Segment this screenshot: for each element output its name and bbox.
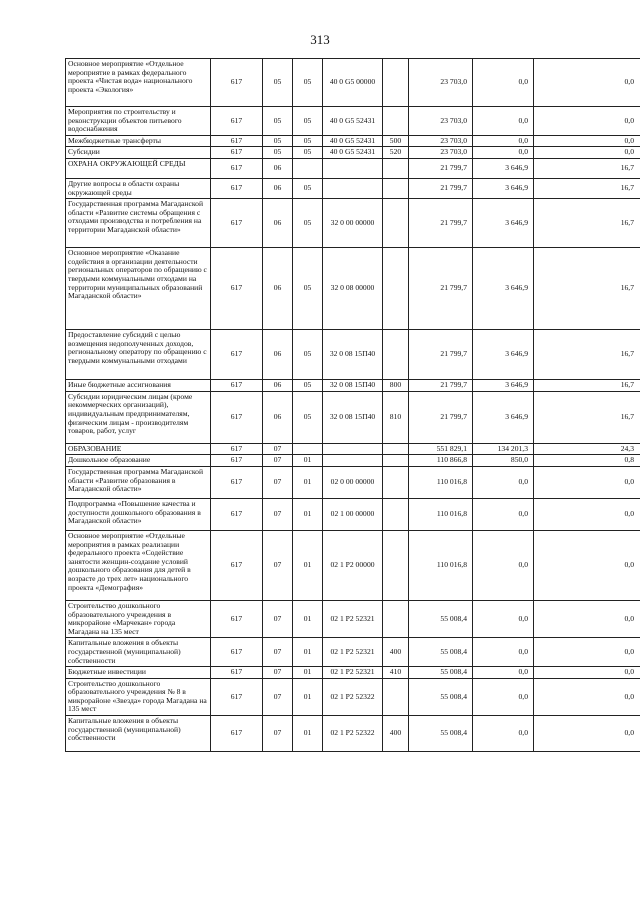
planned-amount: 21 799,7	[409, 178, 473, 198]
planned-amount: 23 703,0	[409, 147, 473, 159]
executed-amount: 3 646,9	[473, 330, 534, 380]
executed-amount: 0,0	[473, 466, 534, 498]
subsection-code: 05	[293, 147, 323, 159]
admin-code: 617	[211, 199, 263, 248]
row-name: Субсидии юридическим лицам (кроме некоммерческих организаций), индивидуальным предпринимателям, физическим лицам - производителям товаров, работ, услуг	[66, 391, 211, 443]
row-name: Государственная программа Магаданской области «Развитие системы обращения с отходами производства и потребления на территории Магаданской области»	[66, 199, 211, 248]
table-row	[66, 443, 640, 455]
subsection-code: 05	[293, 59, 323, 107]
target-article-code: 40 0 G5 00000	[323, 59, 383, 107]
target-article-code: 02 1 00 00000	[323, 498, 383, 530]
row-name: Дошкольное образование	[66, 455, 211, 467]
admin-code: 617	[211, 380, 263, 392]
target-article-code: 02 1 P2 52321	[323, 600, 383, 637]
expense-type-code	[383, 678, 409, 715]
expense-type-code	[383, 530, 409, 600]
admin-code: 617	[211, 330, 263, 380]
execution-percent: 0,0	[534, 498, 640, 530]
target-article-code: 02 1 P2 52321	[323, 667, 383, 679]
expense-type-code: 410	[383, 667, 409, 679]
execution-percent: 16,7	[534, 178, 640, 198]
execution-percent: 16,7	[534, 330, 640, 380]
admin-code: 617	[211, 498, 263, 530]
section-code: 07	[263, 466, 293, 498]
section-code: 07	[263, 443, 293, 455]
planned-amount: 23 703,0	[409, 135, 473, 147]
execution-percent: 16,7	[534, 391, 640, 443]
section-code: 07	[263, 600, 293, 637]
row-name: Мероприятия по строительству и реконструкции объектов питьевого водоснабжения	[66, 107, 211, 136]
planned-amount: 23 703,0	[409, 107, 473, 136]
planned-amount: 21 799,7	[409, 330, 473, 380]
subsection-code	[293, 158, 323, 178]
execution-percent: 0,0	[534, 600, 640, 637]
target-article-code: 32 0 08 00000	[323, 248, 383, 330]
execution-percent: 0,8	[534, 455, 640, 467]
execution-percent: 16,7	[534, 380, 640, 392]
section-code: 06	[263, 199, 293, 248]
planned-amount: 21 799,7	[409, 199, 473, 248]
table-row	[66, 667, 640, 679]
planned-amount: 21 799,7	[409, 248, 473, 330]
planned-amount: 55 008,4	[409, 600, 473, 637]
expense-type-code: 500	[383, 135, 409, 147]
executed-amount: 0,0	[473, 147, 534, 159]
executed-amount: 0,0	[473, 498, 534, 530]
target-article-code: 02 0 00 00000	[323, 466, 383, 498]
executed-amount: 3 646,9	[473, 248, 534, 330]
execution-percent: 0,0	[534, 135, 640, 147]
executed-amount: 0,0	[473, 667, 534, 679]
expense-type-code: 400	[383, 638, 409, 667]
section-code: 06	[263, 391, 293, 443]
target-article-code: 40 0 G5 52431	[323, 147, 383, 159]
section-code: 06	[263, 380, 293, 392]
subsection-code: 05	[293, 391, 323, 443]
target-article-code: 32 0 08 15П40	[323, 391, 383, 443]
execution-percent: 0,0	[534, 107, 640, 136]
admin-code: 617	[211, 443, 263, 455]
target-article-code	[323, 178, 383, 198]
target-article-code: 02 1 P2 52322	[323, 716, 383, 752]
subsection-code: 01	[293, 667, 323, 679]
row-name: Строительство дошкольного образовательного учреждения № 8 в микрорайоне «Звезда» города Магадана на 135 мест	[66, 678, 211, 715]
section-code: 06	[263, 178, 293, 198]
expense-type-code: 520	[383, 147, 409, 159]
planned-amount: 21 799,7	[409, 380, 473, 392]
executed-amount: 3 646,9	[473, 178, 534, 198]
executed-amount: 0,0	[473, 530, 534, 600]
planned-amount: 55 008,4	[409, 638, 473, 667]
table-row	[66, 248, 640, 330]
execution-percent: 0,0	[534, 678, 640, 715]
execution-percent: 0,0	[534, 638, 640, 667]
target-article-code: 02 1 P2 52321	[323, 638, 383, 667]
subsection-code	[293, 443, 323, 455]
table-row	[66, 455, 640, 467]
section-code: 07	[263, 638, 293, 667]
row-name: Другие вопросы в области охраны окружающей среды	[66, 178, 211, 198]
executed-amount: 134 201,3	[473, 443, 534, 455]
target-article-code: 32 0 08 15П40	[323, 380, 383, 392]
section-code: 06	[263, 158, 293, 178]
admin-code: 617	[211, 716, 263, 752]
table-row	[66, 380, 640, 392]
subsection-code: 05	[293, 330, 323, 380]
section-code: 05	[263, 147, 293, 159]
planned-amount: 110 866,8	[409, 455, 473, 467]
section-code: 07	[263, 455, 293, 467]
row-name: Основное мероприятие «Оказание содействия в организации деятельности региональных операторов по обращению с твердыми коммунальными отходами на территории муниципальных образований Магаданской области»	[66, 248, 211, 330]
subsection-code: 01	[293, 638, 323, 667]
target-article-code	[323, 455, 383, 467]
table-row	[66, 107, 640, 136]
admin-code: 617	[211, 455, 263, 467]
expense-type-code	[383, 248, 409, 330]
table-row	[66, 158, 640, 178]
row-name: Строительство дошкольного образовательного учреждения в микрорайоне «Марчекан» города Магадана на 135 мест	[66, 600, 211, 637]
admin-code: 617	[211, 391, 263, 443]
row-name: Капитальные вложения в объекты государственной (муниципальной) собственности	[66, 638, 211, 667]
section-code: 07	[263, 716, 293, 752]
row-name: Основное мероприятие «Отдельное мероприятие в рамках федерального проекта «Чистая вода» национального проекта «Экология»	[66, 59, 211, 107]
admin-code: 617	[211, 248, 263, 330]
execution-percent: 0,0	[534, 716, 640, 752]
subsection-code: 01	[293, 498, 323, 530]
executed-amount: 3 646,9	[473, 391, 534, 443]
subsection-code: 05	[293, 248, 323, 330]
row-name: Капитальные вложения в объекты государственной (муниципальной) собственности	[66, 716, 211, 752]
executed-amount: 0,0	[473, 678, 534, 715]
admin-code: 617	[211, 107, 263, 136]
expense-type-code: 800	[383, 380, 409, 392]
executed-amount: 850,0	[473, 455, 534, 467]
expense-type-code	[383, 178, 409, 198]
executed-amount: 3 646,9	[473, 158, 534, 178]
admin-code: 617	[211, 135, 263, 147]
table-row	[66, 147, 640, 159]
executed-amount: 3 646,9	[473, 380, 534, 392]
table-row	[66, 59, 640, 107]
expense-type-code	[383, 443, 409, 455]
expense-type-code	[383, 600, 409, 637]
section-code: 05	[263, 59, 293, 107]
admin-code: 617	[211, 530, 263, 600]
expense-type-code	[383, 199, 409, 248]
admin-code: 617	[211, 178, 263, 198]
expense-type-code	[383, 330, 409, 380]
table-row	[66, 391, 640, 443]
expense-type-code	[383, 466, 409, 498]
expense-type-code	[383, 498, 409, 530]
subsection-code: 01	[293, 530, 323, 600]
expense-type-code	[383, 158, 409, 178]
execution-percent: 0,0	[534, 667, 640, 679]
section-code: 05	[263, 107, 293, 136]
subsection-code: 05	[293, 135, 323, 147]
execution-percent: 0,0	[534, 466, 640, 498]
table-row	[66, 330, 640, 380]
budget-table	[65, 58, 640, 752]
admin-code: 617	[211, 638, 263, 667]
expense-type-code: 810	[383, 391, 409, 443]
execution-percent: 16,7	[534, 158, 640, 178]
admin-code: 617	[211, 600, 263, 637]
expense-type-code	[383, 107, 409, 136]
table-row	[66, 530, 640, 600]
row-name: Иные бюджетные ассигнования	[66, 380, 211, 392]
section-code: 07	[263, 498, 293, 530]
section-code: 06	[263, 248, 293, 330]
admin-code: 617	[211, 147, 263, 159]
target-article-code: 32 0 08 15П40	[323, 330, 383, 380]
execution-percent: 24,3	[534, 443, 640, 455]
section-code: 06	[263, 330, 293, 380]
executed-amount: 0,0	[473, 638, 534, 667]
subsection-code: 05	[293, 107, 323, 136]
section-code: 07	[263, 530, 293, 600]
target-article-code	[323, 443, 383, 455]
table-row	[66, 178, 640, 198]
row-name: Бюджетные инвестиции	[66, 667, 211, 679]
execution-percent: 0,0	[534, 59, 640, 107]
planned-amount: 21 799,7	[409, 158, 473, 178]
executed-amount: 3 646,9	[473, 199, 534, 248]
planned-amount: 23 703,0	[409, 59, 473, 107]
target-article-code: 40 0 G5 52431	[323, 135, 383, 147]
target-article-code: 02 1 P2 00000	[323, 530, 383, 600]
executed-amount: 0,0	[473, 716, 534, 752]
expense-type-code	[383, 455, 409, 467]
target-article-code	[323, 158, 383, 178]
expense-type-code: 400	[383, 716, 409, 752]
subsection-code: 05	[293, 380, 323, 392]
planned-amount: 55 008,4	[409, 667, 473, 679]
table-row	[66, 466, 640, 498]
table-row	[66, 716, 640, 752]
subsection-code: 05	[293, 199, 323, 248]
executed-amount: 0,0	[473, 600, 534, 637]
row-name: ОБРАЗОВАНИЕ	[66, 443, 211, 455]
budget-table-body	[66, 59, 640, 752]
planned-amount: 110 016,8	[409, 466, 473, 498]
admin-code: 617	[211, 59, 263, 107]
row-name: Субсидии	[66, 147, 211, 159]
row-name: Основное мероприятие «Отдельные мероприятия в рамках реализации федерального проекта «Содействие занятости женщин-создание условий дошкольного образования для детей в возрасте до трех лет» национального проекта «Демография»	[66, 530, 211, 600]
planned-amount: 55 008,4	[409, 716, 473, 752]
section-code: 07	[263, 667, 293, 679]
row-name: Государственная программа Магаданской области «Развитие образования в Магаданской области»	[66, 466, 211, 498]
table-row	[66, 135, 640, 147]
executed-amount: 0,0	[473, 107, 534, 136]
table-row	[66, 638, 640, 667]
planned-amount: 55 008,4	[409, 678, 473, 715]
execution-percent: 0,0	[534, 530, 640, 600]
row-name: Предоставление субсидий с целью возмещения недополученных доходов, региональному оператору по обращению с твердыми коммунальными отходами	[66, 330, 211, 380]
section-code: 05	[263, 135, 293, 147]
planned-amount: 110 016,8	[409, 530, 473, 600]
executed-amount: 0,0	[473, 59, 534, 107]
admin-code: 617	[211, 678, 263, 715]
subsection-code: 01	[293, 678, 323, 715]
subsection-code: 01	[293, 455, 323, 467]
target-article-code: 40 0 G5 52431	[323, 107, 383, 136]
target-article-code: 32 0 00 00000	[323, 199, 383, 248]
target-article-code: 02 1 P2 52322	[323, 678, 383, 715]
subsection-code: 01	[293, 716, 323, 752]
execution-percent: 16,7	[534, 248, 640, 330]
table-row	[66, 600, 640, 637]
planned-amount: 21 799,7	[409, 391, 473, 443]
admin-code: 617	[211, 158, 263, 178]
subsection-code: 05	[293, 178, 323, 198]
row-name: ОХРАНА ОКРУЖАЮЩЕЙ СРЕДЫ	[66, 158, 211, 178]
page-number: 313	[310, 32, 330, 47]
planned-amount: 551 829,1	[409, 443, 473, 455]
row-name: Межбюджетные трансферты	[66, 135, 211, 147]
subsection-code: 01	[293, 466, 323, 498]
table-row	[66, 199, 640, 248]
executed-amount: 0,0	[473, 135, 534, 147]
planned-amount: 110 016,8	[409, 498, 473, 530]
row-name: Подпрограмма «Повышение качества и доступности дошкольного образования в Магаданской области»	[66, 498, 211, 530]
table-row	[66, 498, 640, 530]
expense-type-code	[383, 59, 409, 107]
execution-percent: 16,7	[534, 199, 640, 248]
admin-code: 617	[211, 667, 263, 679]
execution-percent: 0,0	[534, 147, 640, 159]
admin-code: 617	[211, 466, 263, 498]
table-row	[66, 678, 640, 715]
section-code: 07	[263, 678, 293, 715]
subsection-code: 01	[293, 600, 323, 637]
